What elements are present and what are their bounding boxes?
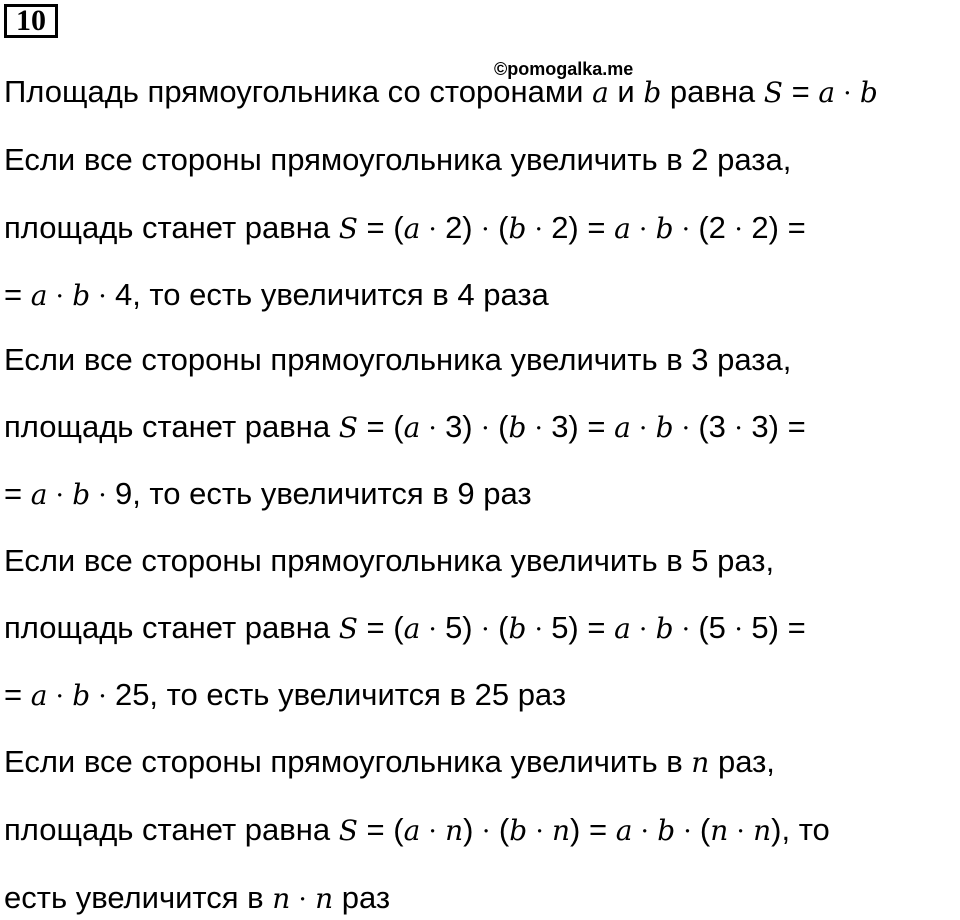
math-variable: a	[403, 612, 421, 645]
text-segment: (	[489, 409, 509, 444]
math-operator: ·	[420, 414, 446, 444]
math-variable: b	[655, 212, 674, 245]
text-line	[4, 340, 791, 380]
math-operator: ·	[734, 414, 743, 444]
text-line	[4, 878, 390, 918]
math-operator: ·	[675, 817, 700, 847]
text-segment: 3) =	[551, 409, 615, 444]
math-variable: b	[509, 814, 528, 847]
text-segment: 5) =	[551, 610, 615, 645]
math-variable: a	[615, 814, 633, 847]
text-segment: 2) =	[551, 210, 615, 245]
text-segment: 2)	[445, 210, 482, 245]
math-operator: ·	[673, 414, 699, 444]
math-operator: ·	[630, 615, 656, 645]
math-variable: n	[445, 814, 464, 847]
text-segment: Если все стороны прямоугольника увеличить в	[4, 744, 692, 779]
text-segment: (	[699, 812, 711, 847]
task-number-box	[4, 4, 58, 38]
text-segment: Если все стороны прямоугольника увеличить в 2 раза,	[4, 142, 792, 177]
text-segment: 9, то есть увеличится в 9 раз	[114, 476, 532, 511]
math-variable: a	[592, 76, 609, 109]
math-variable: a	[30, 478, 48, 511]
text-line	[4, 140, 791, 180]
text-line	[4, 208, 806, 248]
text-segment: )	[463, 812, 483, 847]
text-line	[4, 742, 775, 782]
math-operator: ·	[90, 682, 115, 712]
math-operator: ·	[527, 817, 552, 847]
text-segment: =	[4, 677, 31, 712]
math-variable: a	[403, 212, 421, 245]
math-variable: n	[272, 882, 291, 915]
math-variable: S	[338, 212, 358, 245]
math-operator: ·	[47, 481, 73, 511]
text-segment: = (	[357, 409, 404, 444]
text-line	[4, 407, 806, 447]
watermark: ©pomogalka.me	[494, 59, 634, 79]
math-variable: n	[551, 814, 571, 847]
text-line	[4, 810, 830, 850]
text-segment: ) =	[570, 812, 616, 847]
math-variable: b	[655, 411, 674, 444]
math-operator: ·	[630, 414, 656, 444]
math-operator: ·	[526, 615, 552, 645]
text-segment: Площадь прямоугольника со сторонами	[4, 74, 593, 109]
text-segment: и	[608, 74, 644, 109]
text-line	[4, 675, 566, 715]
math-operator: ·	[632, 817, 658, 847]
task-number: 10	[16, 4, 46, 37]
text-segment: = (	[357, 210, 404, 245]
math-operator: ·	[734, 215, 743, 245]
text-segment: 3) =	[742, 409, 806, 444]
math-variable: a	[614, 612, 631, 645]
text-segment: площадь станет равна	[4, 409, 339, 444]
math-operator: ·	[526, 414, 552, 444]
text-segment: раз	[333, 880, 391, 915]
math-variable: b	[508, 612, 527, 645]
math-variable: S	[338, 814, 358, 847]
text-segment: =	[782, 74, 819, 109]
text-line	[4, 72, 878, 112]
text-segment: есть увеличится в	[4, 880, 273, 915]
math-operator: ·	[481, 414, 490, 444]
text-segment: (3	[698, 409, 735, 444]
math-variable: b	[508, 411, 527, 444]
math-operator: ·	[47, 282, 73, 312]
math-variable: a	[403, 814, 421, 847]
math-operator: ·	[420, 817, 446, 847]
math-variable: b	[859, 76, 878, 109]
text-segment: ), то	[771, 812, 830, 847]
text-line	[4, 541, 774, 581]
text-segment: Если все стороны прямоугольника увеличить в 3 раза,	[4, 342, 792, 377]
text-segment: = (	[357, 812, 404, 847]
math-variable: a	[30, 679, 48, 712]
math-operator: ·	[47, 682, 73, 712]
math-variable: b	[655, 612, 674, 645]
math-operator: ·	[481, 215, 490, 245]
text-segment: =	[4, 476, 31, 511]
math-variable: n	[710, 814, 729, 847]
math-variable: b	[657, 814, 676, 847]
math-operator: ·	[420, 615, 446, 645]
text-segment: =	[4, 277, 31, 312]
math-variable: a	[403, 411, 421, 444]
math-operator: ·	[734, 615, 743, 645]
math-variable: b	[72, 679, 91, 712]
math-operator: ·	[481, 615, 490, 645]
math-variable: b	[643, 76, 662, 109]
math-variable: S	[763, 76, 783, 109]
math-operator: ·	[90, 282, 115, 312]
math-operator: ·	[482, 817, 491, 847]
text-segment: 2) =	[742, 210, 806, 245]
math-operator: ·	[835, 79, 860, 109]
text-segment: 5) =	[742, 610, 806, 645]
math-operator: ·	[290, 885, 316, 915]
text-segment: 4, то есть увеличится в 4 раза	[114, 277, 549, 312]
math-variable: a	[614, 212, 631, 245]
text-segment: 25, то есть увеличится в 25 раз	[114, 677, 567, 712]
text-segment: площадь станет равна	[4, 210, 339, 245]
math-operator: ·	[673, 215, 699, 245]
text-segment: площадь станет равна	[4, 812, 339, 847]
text-segment: (	[490, 812, 510, 847]
text-segment: 3)	[445, 409, 482, 444]
text-segment: (2	[698, 210, 735, 245]
math-variable: n	[753, 814, 772, 847]
math-variable: S	[338, 612, 358, 645]
text-segment: 5)	[445, 610, 482, 645]
math-variable: a	[30, 279, 48, 312]
math-variable: S	[338, 411, 358, 444]
text-segment: = (	[357, 610, 404, 645]
text-segment: площадь станет равна	[4, 610, 339, 645]
math-operator: ·	[526, 215, 552, 245]
text-segment: раз,	[709, 744, 775, 779]
math-operator: ·	[90, 481, 115, 511]
math-operator: ·	[673, 615, 699, 645]
math-operator: ·	[728, 817, 754, 847]
math-variable: b	[72, 478, 91, 511]
math-operator: ·	[630, 215, 656, 245]
text-segment: равна	[661, 74, 764, 109]
math-variable: a	[614, 411, 631, 444]
text-line	[4, 608, 806, 648]
text-segment: (	[489, 610, 509, 645]
math-variable: b	[508, 212, 527, 245]
math-variable: n	[691, 746, 710, 779]
text-segment: (	[489, 210, 509, 245]
text-segment: Если все стороны прямоугольника увеличить в 5 раз,	[4, 543, 775, 578]
math-operator: ·	[420, 215, 446, 245]
text-segment: (5	[698, 610, 735, 645]
math-variable: a	[818, 76, 836, 109]
math-variable: n	[315, 882, 334, 915]
text-line	[4, 275, 549, 315]
text-line	[4, 474, 532, 514]
math-variable: b	[72, 279, 91, 312]
